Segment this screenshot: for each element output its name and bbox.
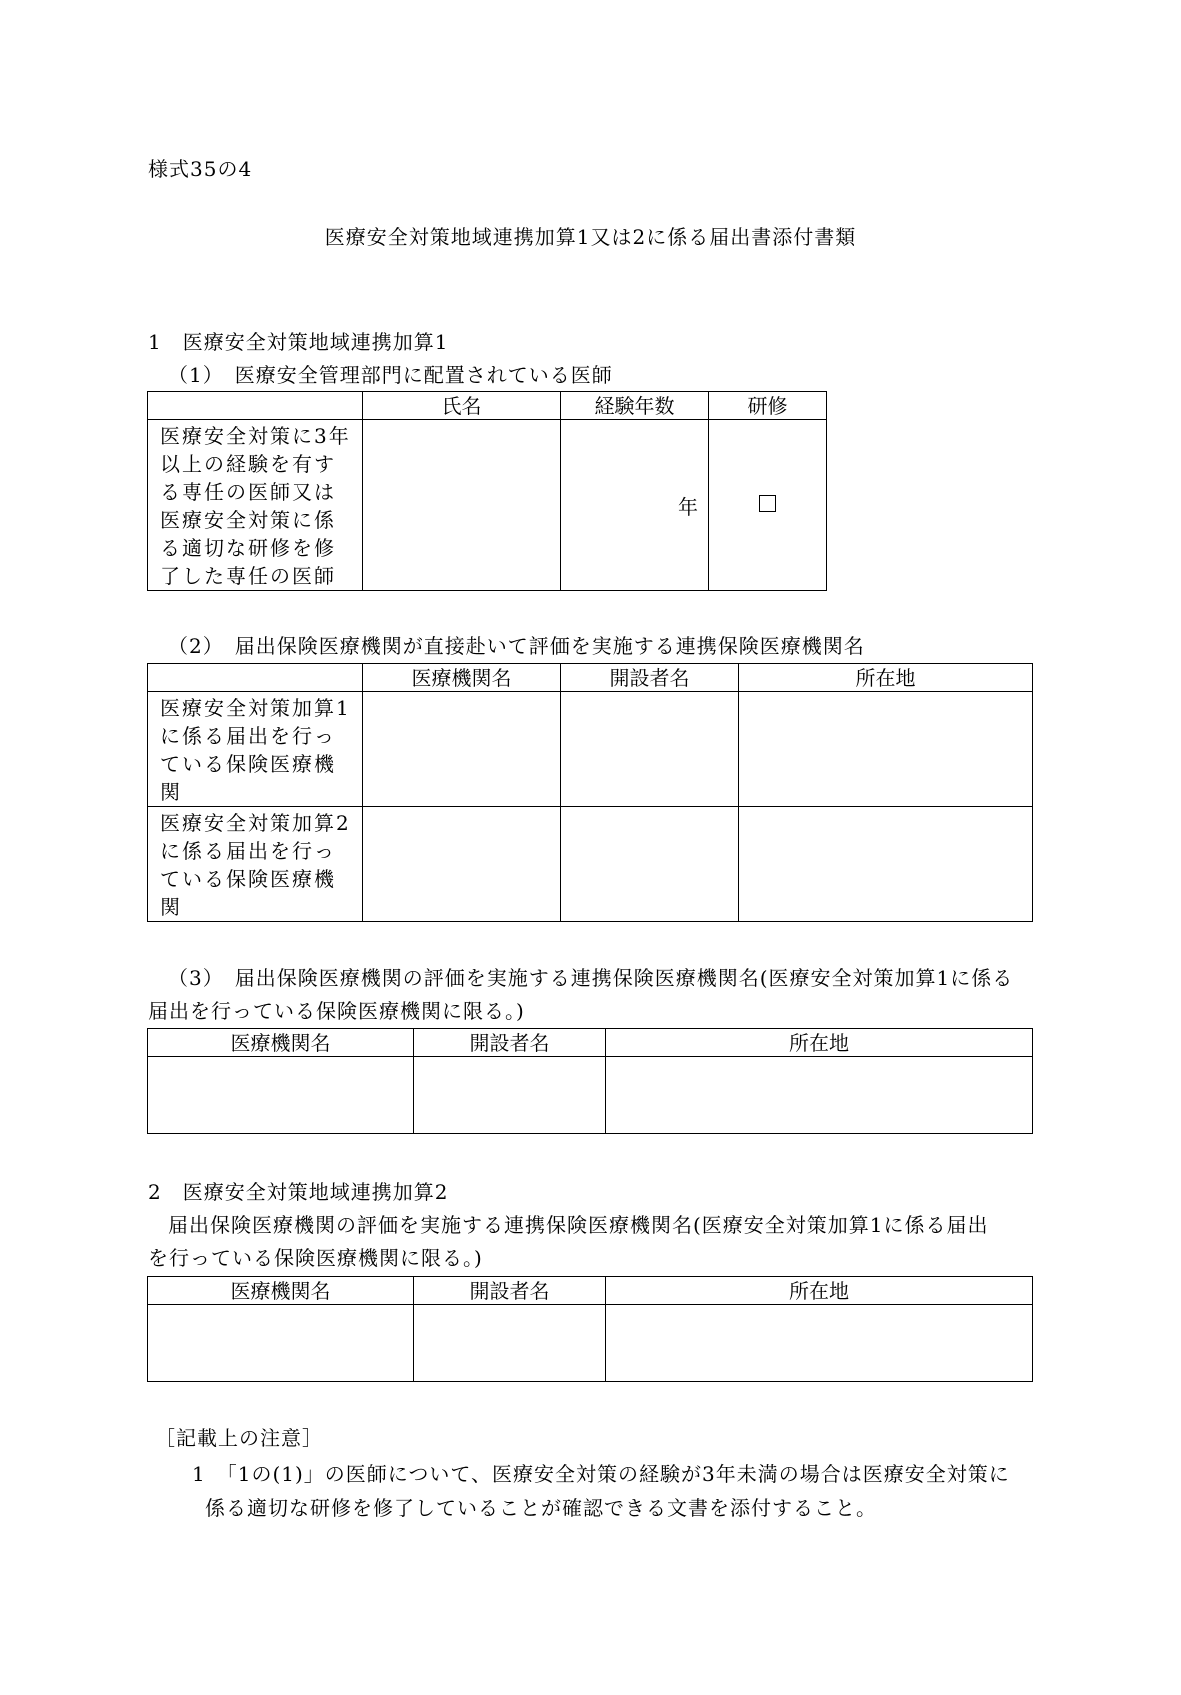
section-2-desc-line2: を行っている保険医療機関に限る。) [148,1246,483,1270]
founder-name-field[interactable] [561,807,739,922]
section-1-3-heading-line1: （3） 届出保険医療機関の評価を実施する連携保険医療機関名(医療安全対策加算1に係る [168,966,1014,990]
training-checkbox[interactable] [759,495,776,512]
founder-name-field[interactable] [414,1305,606,1382]
section-1-1-heading: （1） 医療安全管理部門に配置されている医師 [168,363,613,387]
section-2-heading: 2 医療安全対策地域連携加算2 [148,1180,449,1204]
header-cell-institution-name: 医療機関名 [363,664,561,692]
section-1-3-heading-line2: 届出を行っている保険医療機関に限る。) [148,999,525,1023]
institution-name-field[interactable] [148,1057,414,1134]
location-field[interactable] [606,1305,1033,1382]
table-header-row [148,664,1033,692]
years-unit: 年 [678,494,698,519]
table-row [148,807,1033,922]
institution-name-field[interactable] [363,692,561,807]
header-cell-blank [148,664,363,692]
location-field[interactable] [739,692,1033,807]
table-header-row [148,392,827,420]
section-2-desc-line1: 届出保険医療機関の評価を実施する連携保険医療機関名(医療安全対策加算1に係る届出 [168,1213,989,1237]
row-label: 医療安全対策に3年以上の経験を有する専任の医師又は医療安全対策に係る適切な研修を修了した専任の医師 [148,420,363,591]
header-cell-blank [148,392,363,420]
evaluation-table [147,1028,1033,1134]
doctor-name-field[interactable] [363,420,561,591]
table-header-row [148,1277,1033,1305]
header-cell-location: 所在地 [606,1029,1033,1057]
form-number: 様式35の4 [148,157,253,181]
section-1-2-heading: （2） 届出保険医療機関が直接赴いて評価を実施する連携保険医療機関名 [168,634,865,658]
header-cell-institution-name: 医療機関名 [148,1277,414,1305]
header-cell-institution-name: 医療機関名 [148,1029,414,1057]
header-cell-location: 所在地 [606,1277,1033,1305]
location-field[interactable] [739,807,1033,922]
table-row [148,1057,1033,1134]
institution-name-field[interactable] [363,807,561,922]
doctor-table [147,391,827,591]
header-cell-name: 氏名 [363,392,561,420]
header-cell-training: 研修 [709,392,827,420]
visit-evaluation-table [147,663,1033,922]
header-cell-founder-name: 開設者名 [414,1277,606,1305]
table-row [148,420,827,591]
section-1-heading: 1 医療安全対策地域連携加算1 [148,330,449,354]
founder-name-field[interactable] [414,1057,606,1134]
header-cell-founder-name: 開設者名 [414,1029,606,1057]
notes-heading: ［記載上の注意］ [155,1426,323,1450]
founder-name-field[interactable] [561,692,739,807]
note-item-1-line1: 1 「1の(1)」の医師について、医療安全対策の経験が3年未満の場合は医療安全対策に [192,1462,1010,1486]
table-row [148,1305,1033,1382]
training-cell [709,420,827,591]
institution-name-field[interactable] [148,1305,414,1382]
experience-years-field[interactable] [561,420,709,591]
table-header-row [148,1029,1033,1057]
header-cell-location: 所在地 [739,664,1033,692]
row-label: 医療安全対策加算1に係る届出を行っている保険医療機関 [148,692,363,807]
section-2-table [147,1276,1033,1382]
table-row [148,692,1033,807]
row-label: 医療安全対策加算2に係る届出を行っている保険医療機関 [148,807,363,922]
header-cell-years: 経験年数 [561,392,709,420]
note-item-1-line2: 係る適切な研修を修了していることが確認できる文書を添付すること。 [205,1496,877,1520]
document-title: 医療安全対策地域連携加算1又は2に係る届出書添付書類 [324,225,857,249]
location-field[interactable] [606,1057,1033,1134]
header-cell-founder-name: 開設者名 [561,664,739,692]
